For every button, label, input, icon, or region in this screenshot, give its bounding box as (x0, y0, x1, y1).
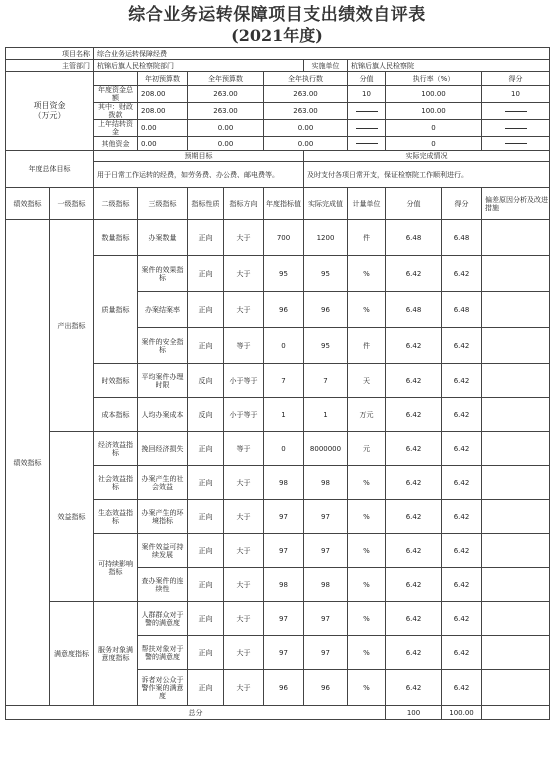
ind-target: 0 (264, 432, 304, 466)
ind-head: 实际完成值 (304, 188, 348, 220)
ind-score: 6.42 (386, 636, 442, 670)
ind-actual: 97 (304, 602, 348, 636)
ind-nature: 正向 (188, 466, 224, 500)
project-name-label: 项目名称 (6, 48, 94, 60)
goals-expected-head: 预期目标 (94, 151, 304, 162)
ind-head: 指标方向 (224, 188, 264, 220)
level1-label: 绩效指标 (6, 220, 50, 706)
total-note (482, 706, 550, 720)
ind-target: 97 (264, 534, 304, 568)
ind-target: 97 (264, 500, 304, 534)
goals-expected-text: 用于日常工作运转的经费，如劳务费、办公费、邮电费等。 (94, 162, 304, 188)
funds-row-full: 0.00 (188, 137, 264, 151)
ind-got: 6.48 (442, 220, 482, 256)
ind-got: 6.42 (442, 534, 482, 568)
ind-target: 97 (264, 602, 304, 636)
ind-got: 6.42 (442, 636, 482, 670)
funds-row-got-dash (482, 103, 550, 120)
ind-got: 6.42 (442, 256, 482, 292)
ind-nature: 正向 (188, 220, 224, 256)
ind-head: 三级指标 (138, 188, 188, 220)
funds-row-name: 上年结转资金 (94, 120, 138, 137)
ind-got: 6.42 (442, 328, 482, 364)
ind-head: 年度指标值 (264, 188, 304, 220)
ind-dir: 大于 (224, 670, 264, 706)
ind-head: 偏差原因分析及改进措施 (482, 188, 550, 220)
level2-quantity: 数量指标 (94, 220, 138, 256)
ind-head: 分值 (386, 188, 442, 220)
ind-nature: 正向 (188, 432, 224, 466)
ind-actual: 98 (304, 466, 348, 500)
funds-row-rate: 100.00 (386, 86, 482, 103)
report-title (5, 4, 549, 46)
ind-got: 6.42 (442, 398, 482, 432)
ind-actual: 98 (304, 568, 348, 602)
ind-got: 6.42 (442, 670, 482, 706)
ind-note (482, 328, 550, 364)
funds-row-rate: 0 (386, 120, 482, 137)
funds-head-exec: 全年执行数 (264, 72, 348, 86)
ind-unit: % (348, 568, 386, 602)
group-satisfaction: 满意度指标 (50, 602, 94, 706)
funds-head-rate: 执行率（%） (386, 72, 482, 86)
goals-actual-head: 实际完成情况 (304, 151, 550, 162)
ind-dir: 小于等于 (224, 364, 264, 398)
ind-score: 6.42 (386, 256, 442, 292)
ind-nature: 正向 (188, 500, 224, 534)
ind-actual: 95 (304, 256, 348, 292)
ind-got: 6.42 (442, 568, 482, 602)
ind-note (482, 292, 550, 328)
group-output: 产出指标 (50, 220, 94, 432)
ind-target: 98 (264, 568, 304, 602)
ind-actual: 97 (304, 500, 348, 534)
ind-unit: % (348, 256, 386, 292)
goals-actual-text: 及时支付各项日常开支，保证检察院工作顺利进行。 (304, 162, 550, 188)
funds-row-budget: 0.00 (138, 137, 188, 151)
funds-row-exec: 263.00 (264, 103, 348, 120)
ind-name: 案件效益可持续发展 (138, 534, 188, 568)
ind-nature: 反向 (188, 398, 224, 432)
ind-unit: % (348, 534, 386, 568)
ind-score: 6.42 (386, 466, 442, 500)
ind-unit: % (348, 670, 386, 706)
ind-target: 700 (264, 220, 304, 256)
funds-row-exec: 263.00 (264, 86, 348, 103)
ind-actual: 1200 (304, 220, 348, 256)
ind-dir: 大于 (224, 636, 264, 670)
funds-row-score: 10 (348, 86, 386, 103)
ind-nature: 正向 (188, 292, 224, 328)
level2-quality: 质量指标 (94, 256, 138, 364)
ind-score: 6.42 (386, 602, 442, 636)
funds-row-name: 其中：财政拨款 (94, 103, 138, 120)
ind-dir: 大于 (224, 292, 264, 328)
funds-row-exec: 0.00 (264, 120, 348, 137)
level2-social: 社会效益指标 (94, 466, 138, 500)
ind-target: 98 (264, 466, 304, 500)
ind-note (482, 364, 550, 398)
ind-unit: 件 (348, 220, 386, 256)
funds-row-budget: 208.00 (138, 103, 188, 120)
ind-dir: 大于 (224, 534, 264, 568)
ind-name: 挽回经济损失 (138, 432, 188, 466)
funds-row-rate: 100.00 (386, 103, 482, 120)
title-main: 综合业务运转保障项目支出绩效自评表 (128, 5, 426, 25)
ind-score: 6.42 (386, 500, 442, 534)
ind-actual: 7 (304, 364, 348, 398)
ind-nature: 反向 (188, 364, 224, 398)
ind-name: 人群群众对于警的满意度 (138, 602, 188, 636)
ind-unit: % (348, 500, 386, 534)
ind-note (482, 568, 550, 602)
ind-name: 办案数量 (138, 220, 188, 256)
ind-note (482, 500, 550, 534)
ind-actual: 96 (304, 292, 348, 328)
ind-target: 96 (264, 292, 304, 328)
ind-head: 计量单位 (348, 188, 386, 220)
funds-row-got: 10 (482, 86, 550, 103)
group-benefit: 效益指标 (50, 432, 94, 602)
level2-ecological: 生态效益指标 (94, 500, 138, 534)
funds-head-blank (94, 72, 138, 86)
funds-row-full: 0.00 (188, 120, 264, 137)
funds-row-name: 年度资金总额 (94, 86, 138, 103)
funds-head-full: 全年预算数 (188, 72, 264, 86)
funds-head-got: 得分 (482, 72, 550, 86)
ind-name: 办案结案率 (138, 292, 188, 328)
ind-name: 诉者对公众于警作案的满意度 (138, 670, 188, 706)
goals-label: 年度总体目标 (6, 151, 94, 188)
ind-score: 6.48 (386, 292, 442, 328)
ind-name: 平均案件办理时限 (138, 364, 188, 398)
total-got: 100.00 (442, 706, 482, 720)
ind-target: 95 (264, 256, 304, 292)
ind-unit: % (348, 636, 386, 670)
ind-head: 一级指标 (50, 188, 94, 220)
ind-nature: 正向 (188, 256, 224, 292)
level2-service: 服务对象满意度指标 (94, 602, 138, 706)
ind-nature: 正向 (188, 636, 224, 670)
ind-target: 97 (264, 636, 304, 670)
ind-target: 7 (264, 364, 304, 398)
ind-unit: % (348, 466, 386, 500)
ind-note (482, 432, 550, 466)
ind-name: 案件的效果指标 (138, 256, 188, 292)
ind-dir: 等于 (224, 328, 264, 364)
funds-row-name: 其他资金 (94, 137, 138, 151)
ind-target: 1 (264, 398, 304, 432)
ind-nature: 正向 (188, 670, 224, 706)
ind-head: 指标性质 (188, 188, 224, 220)
funds-row-budget: 208.00 (138, 86, 188, 103)
funds-row-full: 263.00 (188, 86, 264, 103)
funds-row-score-dash (348, 137, 386, 151)
funds-row-full: 263.00 (188, 103, 264, 120)
ind-score: 6.42 (386, 534, 442, 568)
ind-target: 0 (264, 328, 304, 364)
ind-unit: 万元 (348, 398, 386, 432)
ind-dir: 大于 (224, 256, 264, 292)
ind-note (482, 220, 550, 256)
title-year: (2021年度) (231, 26, 323, 45)
ind-dir: 等于 (224, 432, 264, 466)
ind-name: 查办案件的连续性 (138, 568, 188, 602)
ind-actual: 8000000 (304, 432, 348, 466)
ind-nature: 正向 (188, 568, 224, 602)
funds-head-budget: 年初预算数 (138, 72, 188, 86)
funds-row-exec: 0.00 (264, 137, 348, 151)
ind-dir: 大于 (224, 568, 264, 602)
funds-row-got-dash (482, 137, 550, 151)
ind-note (482, 602, 550, 636)
impl-label: 实施单位 (304, 60, 348, 72)
total-label: 总分 (6, 706, 386, 720)
funds-row-budget: 0.00 (138, 120, 188, 137)
ind-note (482, 398, 550, 432)
ind-score: 6.42 (386, 568, 442, 602)
funds-row-score-dash (348, 103, 386, 120)
ind-nature: 正向 (188, 328, 224, 364)
ind-target: 96 (264, 670, 304, 706)
dept-value: 杭锦后旗人民检察院部门 (94, 60, 304, 72)
ind-nature: 正向 (188, 534, 224, 568)
ind-got: 6.42 (442, 500, 482, 534)
ind-actual: 95 (304, 328, 348, 364)
ind-note (482, 534, 550, 568)
ind-actual: 1 (304, 398, 348, 432)
ind-unit: % (348, 292, 386, 328)
funds-label: 项目资金 （万元） (6, 72, 94, 151)
ind-actual: 96 (304, 670, 348, 706)
ind-note (482, 256, 550, 292)
dept-label: 主管部门 (6, 60, 94, 72)
ind-name: 帮扶对象对于警的满意度 (138, 636, 188, 670)
level2-time: 时效指标 (94, 364, 138, 398)
evaluation-table (5, 47, 550, 720)
ind-score: 6.48 (386, 220, 442, 256)
ind-head: 绩效指标 (6, 188, 50, 220)
ind-nature: 正向 (188, 602, 224, 636)
level2-cost: 成本指标 (94, 398, 138, 432)
funds-row-score-dash (348, 120, 386, 137)
ind-note (482, 466, 550, 500)
ind-score: 6.42 (386, 328, 442, 364)
ind-got: 6.42 (442, 602, 482, 636)
ind-got: 6.42 (442, 364, 482, 398)
ind-dir: 大于 (224, 466, 264, 500)
ind-dir: 大于 (224, 500, 264, 534)
ind-dir: 大于 (224, 602, 264, 636)
ind-dir: 小于等于 (224, 398, 264, 432)
ind-name: 办案产生的环境指标 (138, 500, 188, 534)
ind-unit: 元 (348, 432, 386, 466)
level2-sustainable: 可持续影响指标 (94, 534, 138, 602)
ind-score: 6.42 (386, 398, 442, 432)
ind-head: 得分 (442, 188, 482, 220)
ind-actual: 97 (304, 636, 348, 670)
ind-dir: 大于 (224, 220, 264, 256)
ind-name: 案件的安全指标 (138, 328, 188, 364)
project-name-value: 综合业务运转保障经费 (94, 48, 550, 60)
ind-note (482, 670, 550, 706)
ind-score: 6.42 (386, 364, 442, 398)
ind-got: 6.42 (442, 466, 482, 500)
ind-score: 6.42 (386, 432, 442, 466)
funds-head-score: 分值 (348, 72, 386, 86)
impl-value: 杭锦后旗人民检察院 (348, 60, 550, 72)
ind-unit: 天 (348, 364, 386, 398)
ind-name: 办案产生的社会效益 (138, 466, 188, 500)
ind-unit: % (348, 602, 386, 636)
ind-score: 6.42 (386, 670, 442, 706)
funds-row-rate: 0 (386, 137, 482, 151)
funds-row-got-dash (482, 120, 550, 137)
ind-head: 二级指标 (94, 188, 138, 220)
ind-name: 人均办案成本 (138, 398, 188, 432)
ind-actual: 97 (304, 534, 348, 568)
ind-got: 6.48 (442, 292, 482, 328)
ind-got: 6.42 (442, 432, 482, 466)
ind-unit: 件 (348, 328, 386, 364)
total-score: 100 (386, 706, 442, 720)
ind-note (482, 636, 550, 670)
level2-economic: 经济效益指标 (94, 432, 138, 466)
